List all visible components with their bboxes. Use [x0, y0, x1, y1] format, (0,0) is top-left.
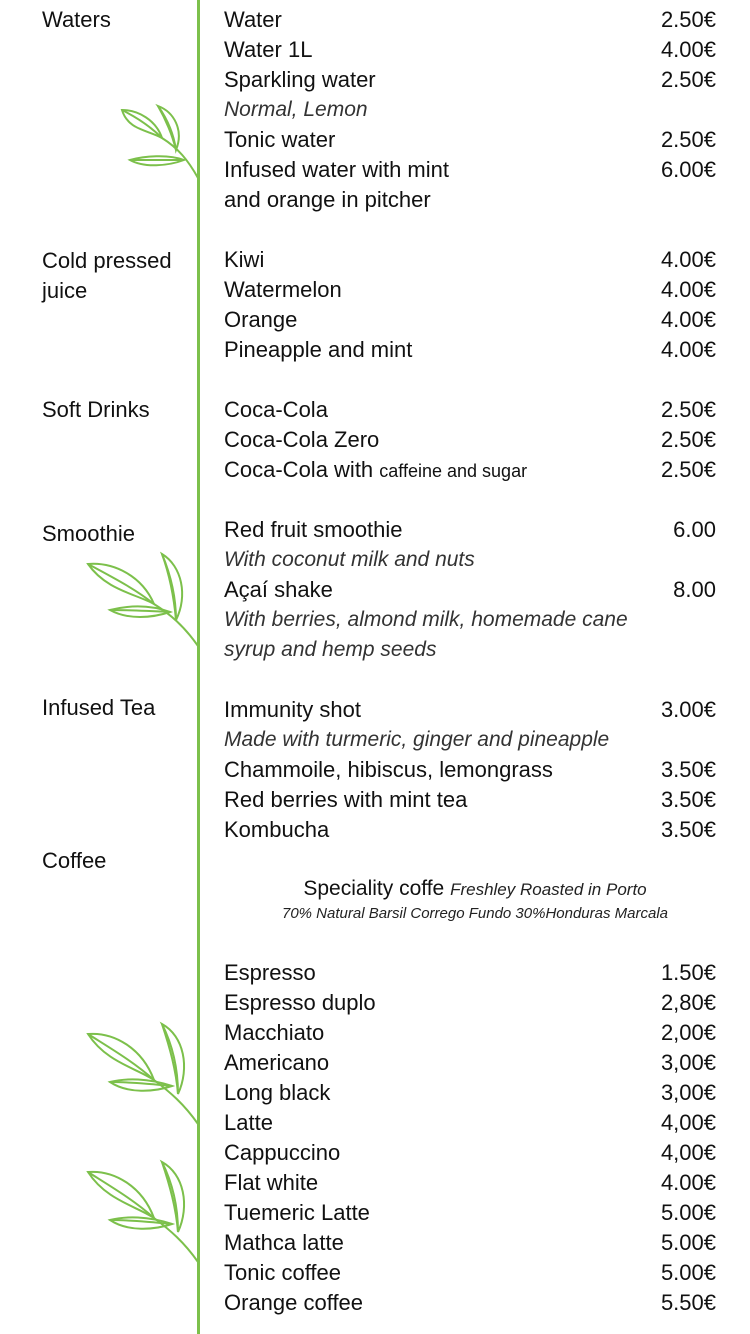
- leaf-sprig-icon: [84, 548, 202, 648]
- item-name: Coca-Cola with: [224, 457, 374, 482]
- item-price: 4,00€: [660, 1110, 716, 1135]
- item-price: 3.50€: [660, 757, 716, 782]
- item-name: Infused water with mint: [224, 157, 449, 182]
- item-price: 3,00€: [660, 1080, 716, 1105]
- item-price: 2.50€: [660, 427, 716, 452]
- item-name: Water 1L: [224, 37, 313, 62]
- menu-item: [224, 755, 716, 785]
- item-price: 6.00: [673, 517, 716, 542]
- item-price: 4.00€: [660, 307, 716, 332]
- item-name: Watermelon: [224, 277, 342, 302]
- item-name: Immunity shot: [224, 697, 361, 722]
- item-price: 4.00€: [660, 247, 716, 272]
- menu-item: [224, 1078, 716, 1108]
- item-name: Red fruit smoothie: [224, 517, 403, 542]
- menu-item: [224, 1258, 716, 1288]
- menu-item: [224, 575, 716, 605]
- menu-item: [224, 395, 716, 425]
- menu-item: [224, 1108, 716, 1138]
- menu-divider-line: [197, 0, 200, 1334]
- menu-item: [224, 1048, 716, 1078]
- menu-item: [224, 1018, 716, 1048]
- item-name: Latte: [224, 1110, 273, 1135]
- item-name: Kiwi: [224, 247, 265, 272]
- menu-item: [224, 305, 716, 335]
- item-name: Chammoile, hibiscus, lemongrass: [224, 757, 553, 782]
- item-name: Espresso duplo: [224, 990, 376, 1015]
- item-price: 3,00€: [660, 1050, 716, 1075]
- item-name: Sparkling water: [224, 67, 376, 92]
- category-infused-tea: Infused Tea: [42, 695, 156, 720]
- item-name: Water: [224, 7, 282, 32]
- category-cold-pressed-juice-line1: Cold pressed: [42, 248, 172, 273]
- item-description: With coconut milk and nuts: [224, 548, 475, 571]
- menu-item: [224, 275, 716, 305]
- menu-item: [224, 1138, 716, 1168]
- item-name-continued: and orange in pitcher: [224, 187, 431, 212]
- specialty-title-line: [200, 876, 750, 903]
- leaf-sprig-icon: [118, 100, 202, 180]
- item-name: Mathca latte: [224, 1230, 344, 1255]
- leaf-sprig-icon: [84, 1158, 202, 1264]
- item-name: Cappuccino: [224, 1140, 341, 1165]
- item-price: 4.00€: [660, 1170, 716, 1195]
- item-price: 2.50€: [660, 67, 716, 92]
- item-name: Coca-Cola: [224, 397, 328, 422]
- item-name: Tonic water: [224, 127, 336, 152]
- menu-item: [224, 515, 716, 545]
- item-price: 5.00€: [660, 1260, 716, 1285]
- menu-item: [224, 1228, 716, 1258]
- item-name: Orange coffee: [224, 1290, 364, 1315]
- item-price: 3.50€: [660, 787, 716, 812]
- item-price: 6.00€: [660, 157, 716, 182]
- menu-item: [224, 1168, 716, 1198]
- item-name: Americano: [224, 1050, 330, 1075]
- item-name: Tonic coffee: [224, 1260, 342, 1285]
- specialty-roast-note: Freshley Roasted in Porto: [450, 880, 647, 899]
- item-price: 2,00€: [660, 1020, 716, 1045]
- item-price: 2.50€: [660, 127, 716, 152]
- menu-item: [224, 5, 716, 35]
- menu-item: [224, 695, 716, 725]
- item-name: Red berries with mint tea: [224, 787, 468, 812]
- item-price: 5.00€: [660, 1230, 716, 1255]
- item-name: Tuemeric Latte: [224, 1200, 370, 1225]
- item-price: 3.50€: [660, 817, 716, 842]
- menu-item: [224, 335, 716, 365]
- menu-item: [224, 35, 716, 65]
- menu-item: [224, 245, 716, 275]
- item-name: Espresso: [224, 960, 316, 985]
- item-name: Flat white: [224, 1170, 319, 1195]
- category-waters: Waters: [42, 7, 111, 32]
- item-name: Kombucha: [224, 817, 330, 842]
- item-name: Coca-Cola Zero: [224, 427, 380, 452]
- menu-item: [224, 785, 716, 815]
- item-price: 1.50€: [660, 960, 716, 985]
- item-price: 2.50€: [660, 397, 716, 422]
- category-cold-pressed-juice-line2: juice: [42, 278, 88, 303]
- category-smoothie: Smoothie: [42, 521, 135, 546]
- item-price: 2.50€: [660, 7, 716, 32]
- item-name: Macchiato: [224, 1020, 325, 1045]
- menu-item: [224, 1288, 716, 1318]
- item-description: Normal, Lemon: [224, 98, 368, 121]
- item-price: 3.00€: [660, 697, 716, 722]
- item-price: 4,00€: [660, 1140, 716, 1165]
- menu-item: [224, 155, 716, 185]
- item-price: 4.00€: [660, 337, 716, 362]
- menu-item: [224, 988, 716, 1018]
- item-description: Made with turmeric, ginger and pineapple: [224, 728, 610, 751]
- item-description: With berries, almond milk, homemade cane: [224, 608, 628, 631]
- item-price: 8.00: [673, 577, 716, 602]
- item-price: 2.50€: [660, 457, 716, 482]
- menu-item: [224, 958, 716, 988]
- category-soft-drinks: Soft Drinks: [42, 397, 150, 422]
- item-name-detail: caffeine and sugar: [379, 461, 528, 481]
- menu-item: [224, 455, 716, 485]
- item-name-wrapper: [224, 455, 527, 486]
- item-price: 2,80€: [660, 990, 716, 1015]
- item-price: 4.00€: [660, 37, 716, 62]
- leaf-sprig-icon: [84, 1018, 202, 1126]
- menu-item: [224, 815, 716, 845]
- item-name: Long black: [224, 1080, 331, 1105]
- item-price: 5.00€: [660, 1200, 716, 1225]
- menu-item: [224, 65, 716, 95]
- menu-item: [224, 1198, 716, 1228]
- item-description-continued: syrup and hemp seeds: [224, 638, 437, 661]
- category-coffee: Coffee: [42, 848, 107, 873]
- item-price: 4.00€: [660, 277, 716, 302]
- item-name: Açaí shake: [224, 577, 333, 602]
- item-price: 5.50€: [660, 1290, 716, 1315]
- menu-item: [224, 425, 716, 455]
- specialty-blend: 70% Natural Barsil Corrego Fundo 30%Honduras Marcala: [281, 905, 669, 922]
- item-name: Pineapple and mint: [224, 337, 413, 362]
- menu-item: [224, 125, 716, 155]
- specialty-title: Speciality coffe: [303, 877, 445, 900]
- specialty-coffee-header: [200, 876, 750, 925]
- item-name: Orange: [224, 307, 298, 332]
